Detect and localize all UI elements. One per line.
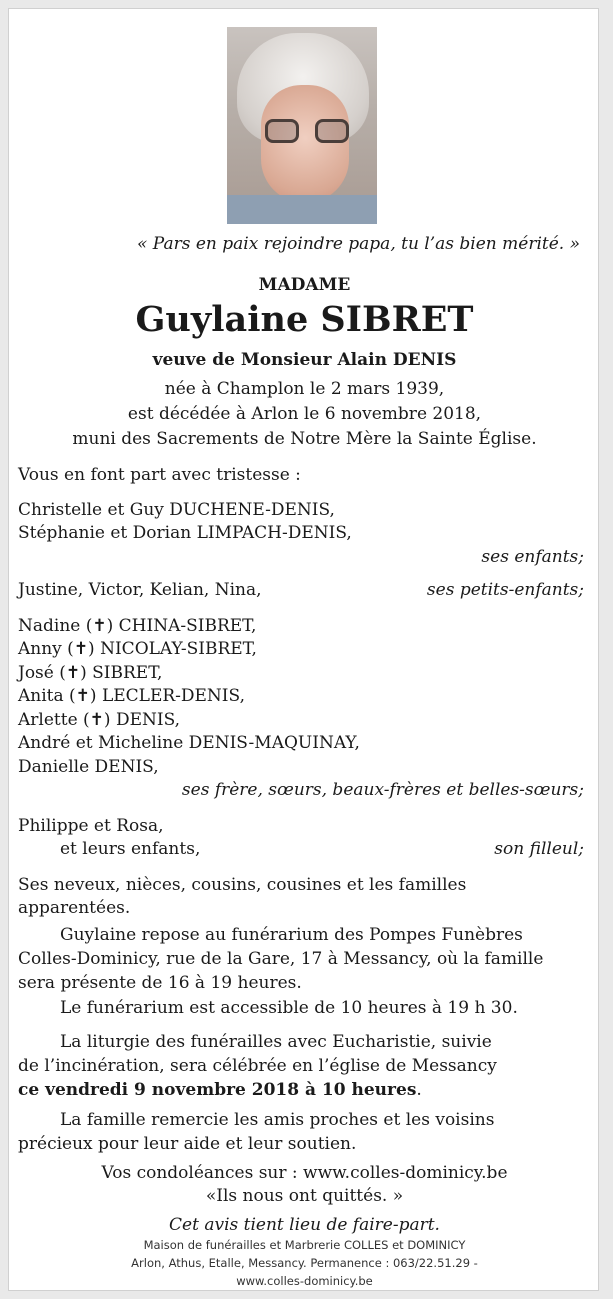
child-name: Stéphanie et Dorian LIMPACH-DENIS, [18, 523, 352, 543]
child-name: Christelle et Guy DUCHENE-DENIS, [18, 500, 335, 520]
thanks-line: précieux pour leur aide et leur soutien. [18, 1134, 357, 1154]
children-relation: ses enfants; [481, 547, 584, 567]
grandchildren-relation: ses petits-enfants; [426, 580, 584, 600]
godson-relation: son filleul; [494, 839, 584, 859]
death-line: est décédée à Arlon le 6 novembre 2018, [127, 404, 482, 424]
family-line: apparentées. [18, 898, 131, 918]
sibling-name: José (✝) SIBRET, [18, 663, 163, 683]
thanks-line: La famille remercie les amis proches et les voisins [60, 1110, 495, 1130]
funerarium-line: Guylaine repose au funérarium des Pompes Funèbres [60, 925, 523, 945]
funerarium-line: sera présente de 16 à 19 heures. [18, 973, 302, 993]
siblings-relation: ses frère, sœurs, beaux-frères et belles-sœurs; [181, 780, 584, 800]
funerarium-line: Colles-Dominicy, rue de la Gare, 17 à Messancy, où la famille [18, 949, 544, 969]
godson-line1: Philippe et Rosa, [18, 816, 164, 836]
intro-line: Vous en font part avec tristesse : [18, 465, 301, 485]
condolences-line: Vos condoléances sur : www.colles-dominicy.be [101, 1163, 508, 1183]
footer-website: www.colles-dominicy.be [236, 1274, 373, 1288]
title-label: MADAME [258, 275, 351, 295]
godson-line2: et leurs enfants, [60, 839, 201, 859]
sibling-name: Danielle DENIS, [18, 757, 159, 777]
grandchildren-names: Justine, Victor, Kelian, Nina, [18, 580, 262, 600]
hours-line: Le funérarium est accessible de 10 heures à 19 h 30. [60, 998, 518, 1018]
sacraments-line: muni des Sacrements de Notre Mère la Sainte Église. [72, 429, 537, 449]
footer-line: Arlon, Athus, Etalle, Messancy. Permanence : 063/22.51.29 - [131, 1256, 478, 1270]
sibling-name: Anny (✝) NICOLAY-SIBRET, [18, 639, 257, 659]
sibling-name: Arlette (✝) DENIS, [18, 710, 181, 730]
quote: « Pars en paix rejoindre papa, tu l’as bien mérité. » [137, 234, 580, 254]
footer-line: Maison de funérailles et Marbrerie COLLES et DOMINICY [143, 1238, 466, 1252]
liturgy-date-line [18, 1079, 422, 1101]
liturgy-line: de l’incinération, sera célébrée en l’église de Messancy [18, 1056, 497, 1076]
spouse-line: veuve de Monsieur Alain DENIS [152, 350, 457, 370]
obituary-card [8, 8, 599, 1291]
deceased-name: Guylaine SIBRET [135, 299, 474, 340]
liturgy-date: ce vendredi 9 novembre 2018 à 10 heures [18, 1080, 417, 1100]
condolences-rubric: «Ils nous ont quittés. » [205, 1186, 404, 1206]
sibling-name: Nadine (✝) CHINA-SIBRET, [18, 616, 257, 636]
birth-line: née à Champlon le 2 mars 1939, [164, 379, 445, 399]
family-line: Ses neveux, nièces, cousins, cousines et les familles [18, 875, 467, 895]
notice-line: Cet avis tient lieu de faire-part. [169, 1215, 440, 1235]
sibling-name: André et Micheline DENIS-MAQUINAY, [18, 733, 360, 753]
portrait-photo [227, 27, 377, 224]
liturgy-end: . [416, 1080, 422, 1100]
liturgy-line: La liturgie des funérailles avec Eucharistie, suivie [60, 1032, 492, 1052]
sibling-name: Anita (✝) LECLER-DENIS, [18, 686, 245, 706]
